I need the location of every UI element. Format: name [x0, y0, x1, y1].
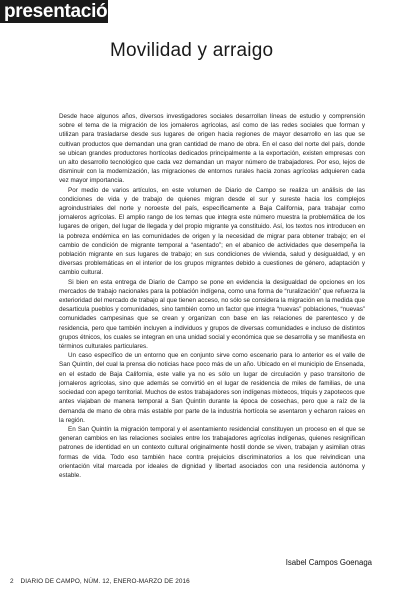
body-paragraph: En San Quintín la migración temporal y el asentamiento residencial constituyen un proceso en el que se generan cambios en las relaciones sociales entre los trabajadores agrícolas indígenas, quienes resignifican patrones de identidad en un contexto cultural originalmente hostil donde se viven, trabajan y asimilan otras formas de vida. Todo eso también hace contra prejuicios discriminatorios a los que reivindican una orientación vital marcada por ideales de dignidad y libertad asociados con una residencia autónoma y estable. [59, 425, 365, 479]
section-header-band [0, 0, 119, 23]
body-paragraph: Un caso específico de un entorno que en conjunto sirve como escenario para lo anterior es el valle de San Quintín, del cual la prensa dio noticias hace poco más de un año. Ubicado en el municipio de Ensenada, en el estado de Baja California, este valle ya no es sólo un lugar de circulación y paso transitorio de jornaleros agrícolas, sino que además se convirtió en el lugar de residencia de miles de familias, de una sociedad con apego territorial. Muchos de estos trabajadores son indígenas mixtecos, triquis y zapotecos que antes viajaban de manera temporal a San Quintín durante la época de cosechas, pero que a raíz de la demanda de mano de obra más estable por parte de la industria hortícola se asentaron y echaron raíces en la región. [59, 352, 365, 424]
article-title: Movilidad y arraigo [110, 40, 274, 61]
section-label: presentación [4, 1, 119, 22]
publication-info: DIARIO DE CAMPO, NÚM. 12, ENERO-MARZO DE 2016 [20, 578, 190, 585]
body-paragraph: Si bien en esta entrega de Diario de Campo se pone en evidencia la desigualdad de opciones en los mercados de trabajo nacionales para la población indígena, como una forma de “ruralización” que refuerza la exterioridad del mercado de trabajo al que tienen acceso, no sólo se considera la migración en la medida que desarticula pueblos y comunidades, sino también como un factor que integra “nuevas” poblaciones, “nuevas” comunidades campesinas que se crean y organizan con base en las relaciones de parentesco y de residencia, pero que también incluyen a individuos y grupos de diversas comunidades e incluso de distintos grupos étnicos, los cuales se integran en una unidad social y económica que se desarrolla y se manifiesta en términos culturales particulares. [59, 278, 365, 351]
body-paragraph: Desde hace algunos años, diversos investigadores sociales desarrollan líneas de estudio y comprensión sobre el tema de la migración de los jornaleros agrícolas, así como de las redes sociales que forman y utilizan para trasladarse desde sus lugares de origen hacia regiones de mayor desarrollo en las que se cultivan productos que demandan una gran cantidad de mano de obra. En el caso del norte del país, donde se ubican grandes productores hortícolas dedicados principalmente a la exportación, existen empresas con un alto desarrollo tecnológico que cada vez demandan un mayor número de trabajadores. Por eso, lejos de disminuir con la modernización, las migraciones de entornos rurales hacia zonas agrícolas adquieren cada vez mayor importancia. [59, 113, 365, 185]
article-body [59, 112, 365, 480]
page-number: 2 [10, 578, 14, 585]
page-footer [10, 578, 190, 585]
body-paragraph: Por medio de varios artículos, en este volumen de Diario de Campo se realiza un análisis de las condiciones de vida y de trabajo de quienes migran desde el sur y sureste hacia los complejos agroindustriales del norte y noroeste del país, específicamente a Baja California, para trabajar como jornaleros agrícolas. El amplio rango de los temas que integra este número muestra la problemática de los lugares de origen, del lugar de llegada y del propio migrante ya constituido. Así, los textos nos introducen en la pobreza endémica en las comunidades de origen y la necesidad de migrar para obtener trabajo; en el cambio de condición de migrante temporal a “asentado”; en el abanico de actividades que desempeña la población migrante en sus lugares de trabajo; en sus condiciones de vivienda, salud y desigualdad, y en diversas problemáticas en el interior de los grupos migrantes debido a cuestiones de género, adaptación y cambio cultural. [59, 186, 365, 277]
article-author: Isabel Campos Goenaga [285, 558, 372, 567]
